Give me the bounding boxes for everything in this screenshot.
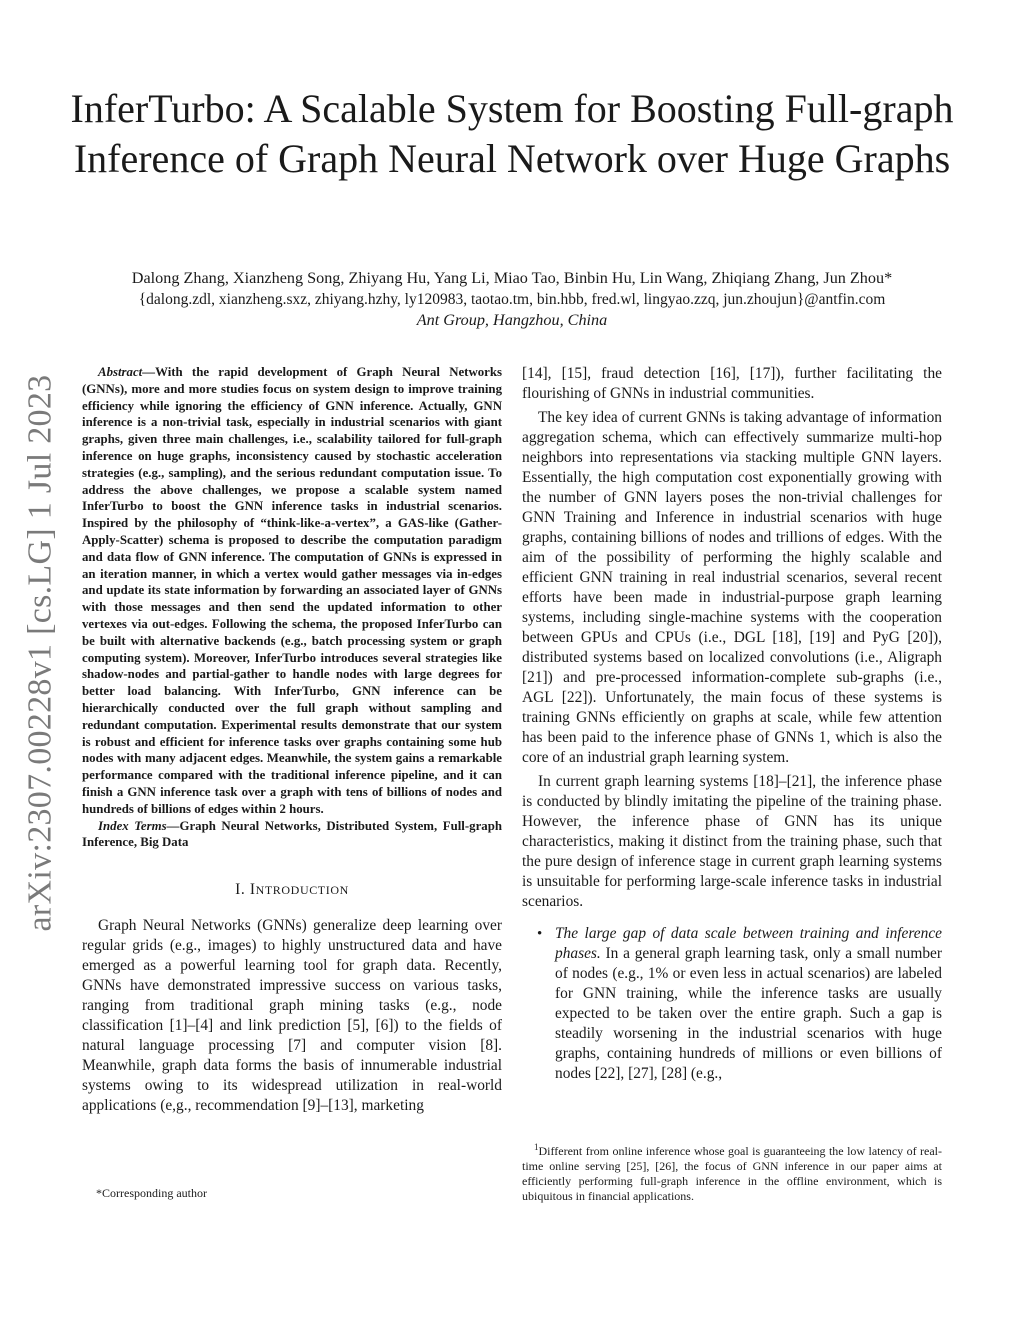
footnote-text: Different from online inference whose goal is guaranteeing the low latency of real-time online serving [25], [26], the focus of GNN inference in our paper aims at efficiently performing full-graph inference in the offline environment, which is ubiquitous in financial applications.: [522, 1144, 942, 1203]
right-paragraph-key-idea: The key idea of current GNNs is taking advantage of information aggregation schema, which can effectively summarize multi-hop neighbors into representations via stacking multiple GNN layers. Essentially, the high computation cost exponentially growing with the number of GNN layers poses the non-trivial challenges for GNN Training and Inference in industrial scenarios with huge graphs, containing billions of nodes and trillions of edges. With the aim of the possibility of performing the highly scalable and efficient GNN training in real industrial scenarios, several recent efforts have been made in industrial-purpose graph learning systems, including single-machine systems with the cooperation between GPUs and CPUs (i.e., DGL [18], [19] and PyG [20]), distributed systems based on localized convolutions (i.e., Aligraph [21]) and pre-processed information-complete sub-graphs (i.e., AGL [22]). Unfortunately, the main focus of these systems is training GNNs efficiently on graphs at scale, while few attention has been paid to the inference phase of GNNs 1, which is also the core of an industrial graph learning system.: [522, 409, 942, 766]
author-names: Dalong Zhang, Xianzheng Song, Zhiyang Hu, Yang Li, Miao Tao, Binbin Hu, Lin Wang, Zhiqiang Zhang, Jun Zhou*: [131, 269, 893, 287]
left-column: [82, 364, 502, 1116]
corresponding-author-note: *Corresponding author: [96, 1186, 207, 1200]
index-terms-label: Index Terms—: [98, 818, 180, 833]
index-terms-text: Graph Neural Networks, Distributed System, Full-graph Inference, Big Data: [82, 818, 502, 850]
author-emails: {dalong.zdl, xianzheng.sxz, zhiyang.hzhy, ly120983, taotao.tm, bin.hbb, fred.wl, lingyao.zzq, jun.zhoujun}@antfin.com: [138, 291, 886, 308]
bullet-text: In a general graph learning task, only a small number of nodes (e.g., 1% or even less in actual scenarios) are labeled for GNN training, while the inference tasks are usually expected to be taken over the entire graph. Such a gap is steadily worsening in the industrial scenarios with huge graphs, containing hundreds of millions or even billions of nodes [22], [27], [28] (e.g.,: [555, 945, 942, 1082]
section-heading-introduction: [82, 881, 502, 899]
abstract: [82, 364, 502, 818]
right-paragraph-continued: [14], [15], fraud detection [16], [17]), further facilitating the flourishing of GNNs in industrial communities.: [522, 365, 942, 402]
intro-paragraph: Graph Neural Networks (GNNs) generalize deep learning over regular grids (e.g., images) to highly unstructured data and have emerged as a powerful learning tool for graph data. Recently, GNNs have demonstrated impressive success on various tasks, ranging from traditional graph mining tasks (e.g., node classification [1]–[4] and link prediction [5], [6]) to the fields of natural language processing [7] and computer vision [8]. Meanwhile, graph data forms the basis of innumerable industrial systems owing to its widespread utilization in real-world applications (e,g., recommendation [9]–[13], marketing: [82, 917, 502, 1115]
footnote-mark: 1: [534, 1142, 539, 1152]
section-title-rest: NTRODUCTION: [255, 883, 349, 898]
author-affiliation: Ant Group, Hangzhou, China: [416, 311, 608, 329]
abstract-label: Abstract—: [98, 365, 156, 379]
right-paragraph-inference: In current graph learning systems [18]–[21], the inference phase is conducted by blindly imitating the pipeline of the training phase. However, the inference phase of GNN has its unique characteristics, making it distinct from the training phase, such that the pure design of inference stage in current graph learning systems is unsuitable for performing large-scale inference tasks in industrial scenarios.: [522, 773, 942, 910]
footnote-1: [522, 1140, 942, 1204]
arxiv-watermark: [20, 374, 60, 932]
author-block: [40, 268, 984, 331]
abstract-text: With the rapid development of Graph Neural Networks (GNNs), more and more studies focus on system design to improve training efficiency while ignoring the efficiency of GNN inference. Actually, GNN inference is a non-trivial task, especially in industrial scenarios with giant graphs, given three main challenges, i.e., scalability tailored for full-graph inference on huge graphs, inconsistency caused by stochastic acceleration strategies (e.g., sampling), and the serious redundant computation issue. To address the above challenges, we propose a scalable system named InferTurbo to boost the GNN inference tasks in industrial scenarios. Inspired by the philosophy of “think-like-a-vertex”, a GAS-like (Gather-Apply-Scatter) schema is proposed to describe the computation paradigm and data flow of GNN inference. The computation of GNNs is expressed in an iteration manner, in which a vertex would gather messages via in-edges and update its state information by forwarding an associated layer of GNNs with those messages and then send the updated information to other vertexes via out-edges. Following the schema, the proposed InferTurbo can be built with alternative backends (e.g., batch processing system or graph computing system). Moreover, InferTurbo introduces several strategies like shadow-nodes and partial-gather to handle nodes with large degrees for better load balancing. With InferTurbo, GNN inference can be hierarchically conducted over the full graph without sampling and redundant computation. Experimental results demonstrate that our system is robust and efficient for inference tasks over graphs containing some hub nodes with many adjacent edges. Meanwhile, the system gains a remarkable performance compared with the traditional inference pipeline, and it can finish a GNN inference task over a graph with tens of billions of nodes and hundreds of billions of edges within 2 hours.: [82, 365, 502, 816]
bullet-lead: The large gap of data scale between training and inference phases.: [555, 925, 942, 962]
section-title-cap: I: [249, 881, 256, 899]
paper-title: InferTurbo: A Scalable System for Boosting Full-graph Inference of Graph Neural Network over Huge Graphs: [70, 86, 954, 181]
list-item: [522, 924, 942, 1084]
index-terms: [82, 818, 502, 852]
arxiv-id: arXiv:2307.00228v1 [cs.LG] 1 Jul 2023: [21, 374, 58, 932]
section-number: I.: [235, 881, 250, 899]
challenge-list: [522, 924, 942, 1084]
right-column: [522, 364, 942, 1084]
